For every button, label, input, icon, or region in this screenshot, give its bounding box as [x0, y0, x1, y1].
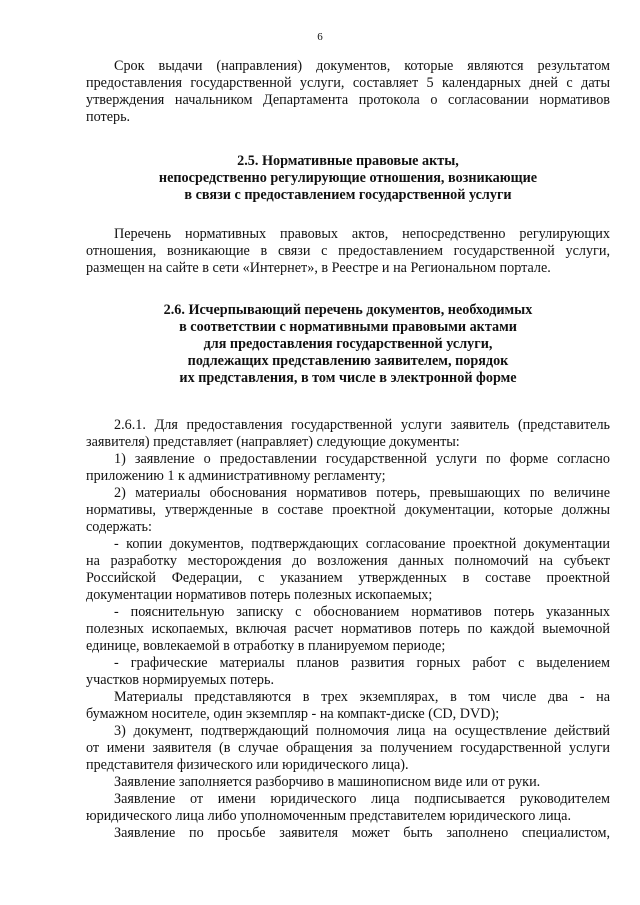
sub-item-copies — [86, 536, 610, 604]
text-line: 3) документ, подтверждающий полномочия лица на осуществление действий — [114, 723, 610, 739]
text-line: Российской Федерации, с указанием утвержденных в составе проектной — [86, 570, 610, 586]
document-body — [86, 58, 610, 842]
heading-line: непосредственно регулирующие отношения, возникающие — [158, 170, 538, 186]
text-line: - графические материалы планов развития горных работ с выделением — [114, 655, 610, 671]
text-line: - копии документов, подтверждающих согласование проектной документации — [114, 536, 610, 552]
section-heading-2-5 — [86, 153, 610, 204]
text-line: Срок выдачи (направления) документов, которые являются результатом — [114, 58, 610, 74]
paragraph-deadline — [86, 58, 610, 126]
text-line: приложению 1 к административному регламенту; — [86, 468, 386, 484]
text-line: представителя физического или юридического лица). — [86, 757, 409, 773]
page-number: 6 — [317, 31, 323, 43]
text-line: единице, вовлекаемой в отработку в планируемом периоде; — [86, 638, 446, 654]
paragraph-2-6-1 — [86, 417, 610, 451]
text-line: документации нормативов потерь полезных ископаемых; — [86, 587, 433, 603]
text-line: 2) материалы обоснования нормативов потерь, превышающих по величине — [114, 485, 610, 501]
text-line: отношения, возникающие в связи с предоставлением государственной услуги, — [86, 243, 610, 259]
text-line: Заявление заполняется разборчиво в машинописном виде или от руки. — [114, 774, 541, 790]
text-line: заявителя) представляет (направляет) следующие документы: — [86, 434, 460, 450]
text-line: предоставления государственной услуги, составляет 5 календарных дней с даты — [86, 75, 610, 91]
sub-item-explanatory-note — [86, 604, 610, 655]
heading-line: подлежащих представлению заявителем, порядок — [187, 353, 509, 369]
heading-line: их представления, в том числе в электронной форме — [179, 370, 517, 386]
text-line: на разработку месторождения до возложения данных полномочий на субъект — [86, 553, 610, 569]
text-line: Перечень нормативных правовых актов, непосредственно регулирующих — [114, 226, 610, 242]
text-line: потерь. — [86, 109, 131, 125]
text-line: юридического лица либо уполномоченным представителем юридического лица. — [86, 808, 571, 824]
paragraph-copies — [86, 689, 610, 723]
text-line: нормативы, утвержденные в составе проектной документации, которые должны — [86, 502, 610, 518]
paragraph-specialist — [86, 825, 610, 842]
list-item-3 — [86, 723, 610, 774]
list-item-2 — [86, 485, 610, 536]
text-line: содержать: — [86, 519, 152, 535]
text-line: бумажном носителе, один экземпляр - на компакт-диске (CD, DVD); — [86, 706, 500, 722]
paragraph-signature — [86, 791, 610, 825]
text-line: Заявление по просьбе заявителя может быть заполнено специалистом, — [114, 825, 610, 841]
text-line: Заявление от имени юридического лица подписывается руководителем — [114, 791, 610, 807]
text-line: 2.6.1. Для предоставления государственной услуги заявитель (представитель — [114, 417, 610, 433]
heading-line: для предоставления государственной услуги, — [203, 336, 493, 352]
heading-line: в соответствии с нормативными правовыми актами — [179, 319, 517, 335]
text-line: от имени заявителя (в случае обращения за получением государственной услуги — [86, 740, 610, 756]
heading-line: 2.5. Нормативные правовые акты, — [237, 153, 459, 169]
text-line: 1) заявление о предоставлении государственной услуги по форме согласно — [114, 451, 610, 467]
text-line: полезных ископаемых, включая расчет нормативов потерь по каждой выемочной — [86, 621, 610, 637]
heading-line: в связи с предоставлением государственной услуги — [184, 187, 512, 203]
text-line: участков нормируемых потерь. — [86, 672, 275, 688]
section-heading-2-6 — [86, 302, 610, 387]
text-line: - пояснительную записку с обоснованием нормативов потерь указанных — [114, 604, 610, 620]
heading-line: 2.6. Исчерпывающий перечень документов, необходимых — [163, 302, 533, 318]
text-line: Материалы представляются в трех экземплярах, в том числе два - на — [114, 689, 610, 705]
text-line: размещен на сайте в сети «Интернет», в Реестре и на Региональном портале. — [86, 260, 551, 276]
sub-item-graphics — [86, 655, 610, 689]
paragraph-acts-list — [86, 226, 610, 277]
list-item-1 — [86, 451, 610, 485]
paragraph-filling — [86, 774, 610, 791]
text-line: утверждения начальником Департамента протокола о согласовании нормативов — [86, 92, 610, 108]
